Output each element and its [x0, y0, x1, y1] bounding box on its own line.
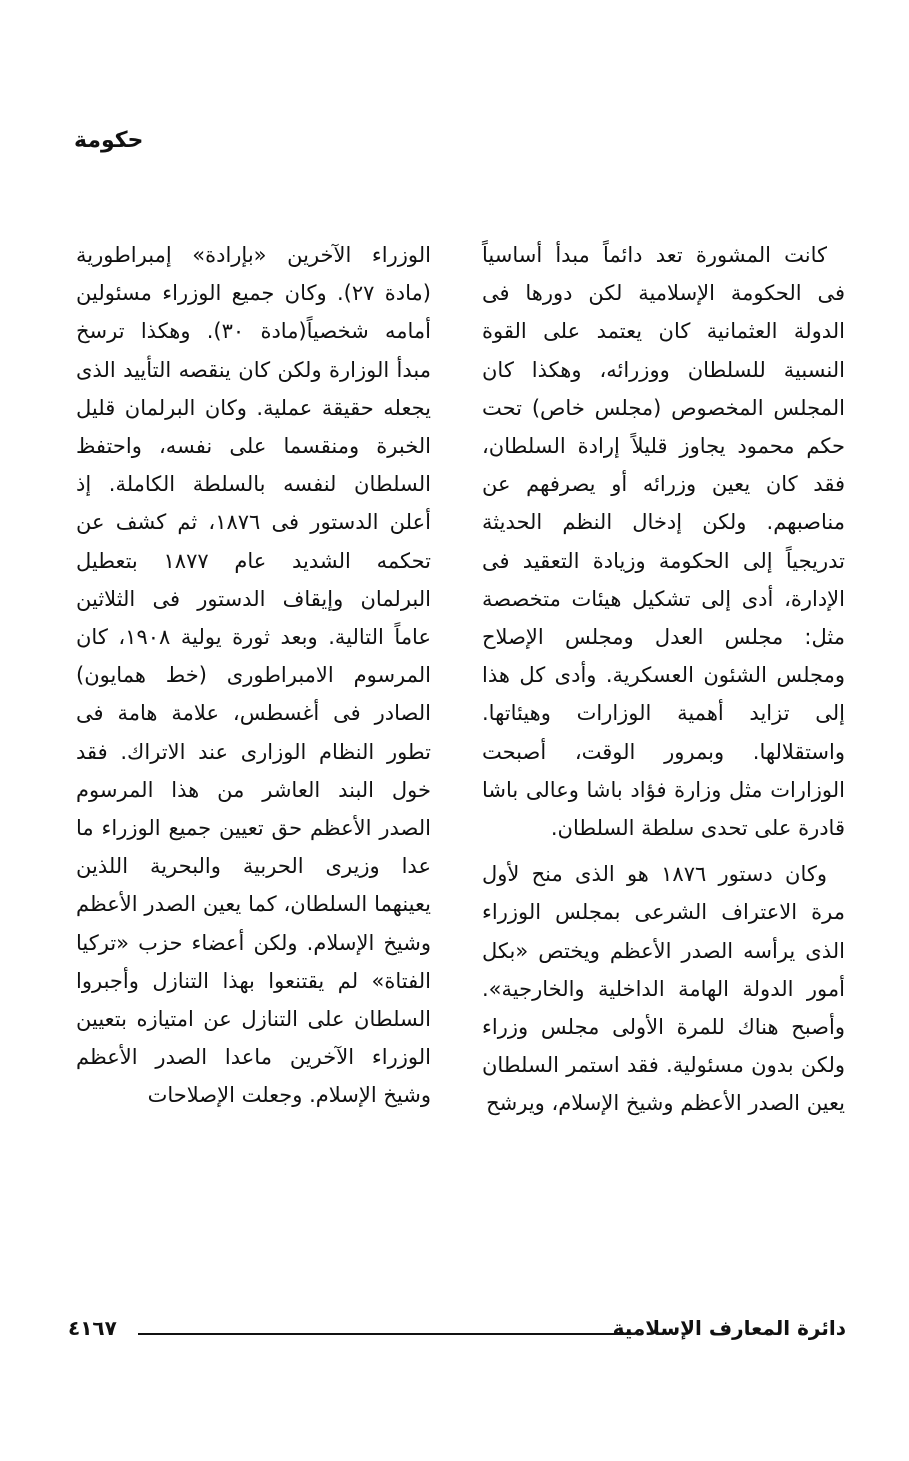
footer-publication-title: دائرة المعارف الإسلامية	[612, 1316, 846, 1340]
paragraph: كانت المشورة تعد دائماً مبدأ أساسياً فى الحكومة الإسلامية لكن دورها فى الدولة العثمانية كان يعتمد على القوة النسبية للسلطان ووزرائه، وهكذا كان المجلس المخصوص (مجلس خاص) تحت حكم محمود يجاوز قليلاً إرادة السلطان، فقد كان يعين وزرائه أو يصرفهم عن مناصبهم. ولكن إدخال النظم الحديثة تدريجياً إلى الحكومة وزيادة التعقيد فى الإدارة، أدى إلى تشكيل هيئات متخصصة مثل: مجلس العدل ومجلس الإصلاح ومجلس الشئون العسكرية. وأدى كل هذا إلى تزايد أهمية الوزارات وهيئاتها. واستقلالها. وبمرور الوقت، أصبحت الوزارات مثل وزارة فؤاد باشا وعالى باشا قادرة على تحدى سلطة السلطان.	[482, 243, 845, 841]
right-column	[482, 236, 845, 1123]
left-column	[76, 236, 431, 1115]
running-header: حكومة	[74, 128, 144, 153]
footer-divider	[138, 1333, 634, 1335]
paragraph: وكان دستور ١٨٧٦ هو الذى منح لأول مرة الاعتراف الشرعى بمجلس الوزراء الذى يرأسه الصدر الأعظم ويختص «بكل أمور الدولة الهامة الداخلية والخارجية». وأصبح هناك للمرة الأولى مجلس وزراء ولكن بدون مسئولية. فقد استمر السلطان يعين الصدر الأعظم وشيخ الإسلام، ويرشح	[482, 862, 845, 1116]
paragraph: الوزراء الآخرين «بإرادة» إمبراطورية (مادة ٢٧). وكان جميع الوزراء مسئولين أمامه شخصياً(مادة ٣٠). وهكذا ترسخ مبدأ الوزارة ولكن كان ينقصه التأييد الذى يجعله حقيقة عملية. وكان البرلمان قليل الخبرة ومنقسما على نفسه، واحتفظ السلطان لنفسه بالسلطة الكاملة. إذ أعلن الدستور فى ١٨٧٦، ثم كشف عن تحكمه الشديد عام ١٨٧٧ بتعطيل البرلمان وإيقاف الدستور فى الثلاثين عاماً التالية. وبعد ثورة يولية ١٩٠٨، كان المرسوم الامبراطورى (خط همايون) الصادر فى أغسطس، علامة هامة فى تطور النظام الوزارى عند الاتراك. فقد خول البند العاشر من هذا المرسوم الصدر الأعظم حق تعيين جميع الوزراء ما عدا وزيرى الحربية والبحرية اللذين يعينهما السلطان، كما يعين الصدر الأعظم وشيخ الإسلام. ولكن أعضاء حزب «تركيا الفتاة» لم يقتنعوا بهذا التنازل وأجبروا السلطان على التنازل عن امتيازه بتعيين الوزراء الآخرين ماعدا الصدر الأعظم وشيخ الإسلام. وجعلت الإصلاحات	[76, 243, 431, 1108]
page-footer	[68, 1316, 846, 1346]
page-number: ٤١٦٧	[68, 1316, 117, 1340]
